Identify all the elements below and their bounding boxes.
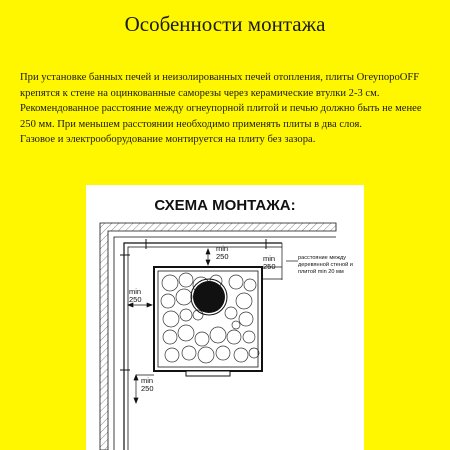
paragraph-mounting: При установке банных печей и неизолированных печей отопления, плиты ОгеупороOFF крепятся к стене на оцинкованные саморезы через керамические втулки 2-3 см. <box>20 72 420 99</box>
paragraph-distance: Рекомендованное расстояние между огнеупорной плитой и печью должно быть не менее 250 мм. При меньшем расстоянии необходимо применять плиты в два слоя. <box>20 103 422 130</box>
dim-left-label: min 250 <box>129 287 142 304</box>
dim-top-label: min 250 <box>216 244 229 261</box>
scheme-title: СХЕМА МОНТАЖА: <box>154 197 296 214</box>
description <box>20 70 440 148</box>
dim-bottom-label: min 250 <box>141 376 154 393</box>
scheme-drawing <box>86 185 364 450</box>
dim-right-label: min 250 <box>263 254 276 271</box>
paragraph-gas: Газовое и электрооборудование монтируется на плиту без зазора. <box>20 134 316 146</box>
stove-door <box>186 371 230 376</box>
dim-top-lines <box>206 249 210 265</box>
gap-note: расстояние между деревянной стеной и плитой min 20 мм <box>298 255 353 275</box>
chimney <box>193 281 225 313</box>
installation-scheme <box>86 185 364 450</box>
page-title: Особенности монтажа <box>124 12 326 36</box>
